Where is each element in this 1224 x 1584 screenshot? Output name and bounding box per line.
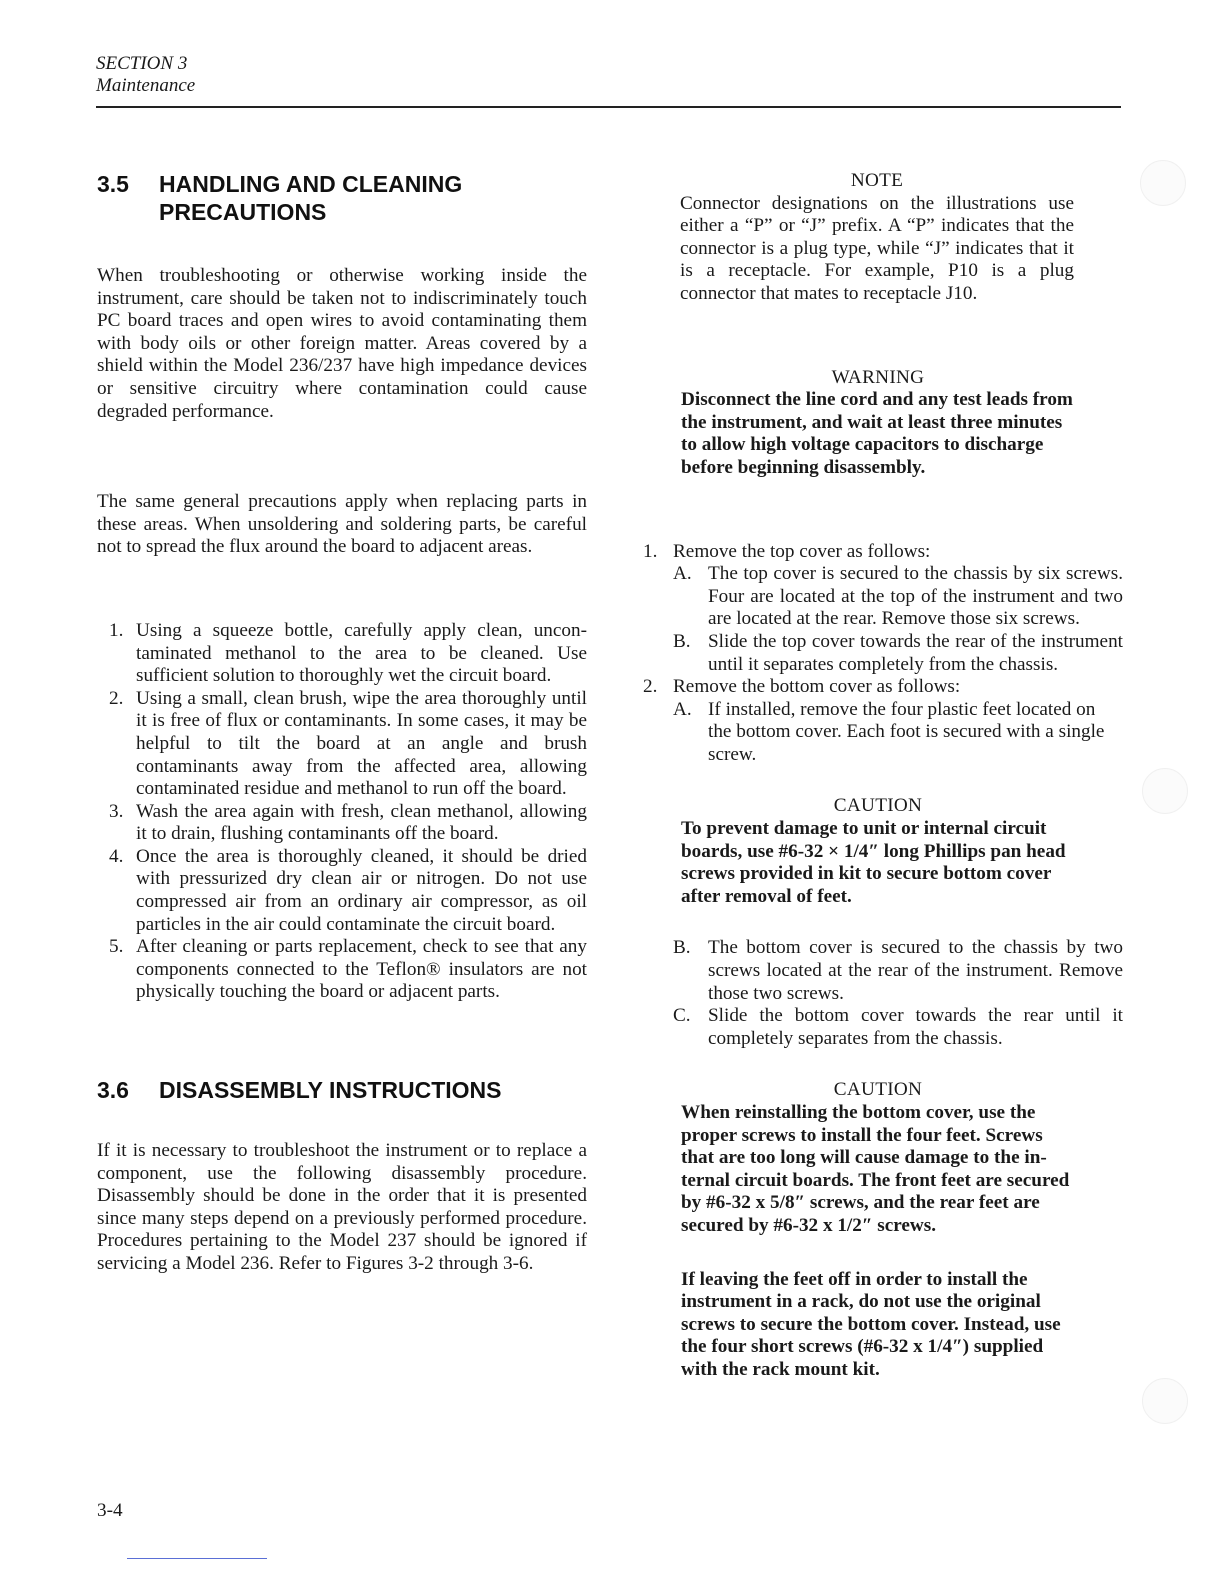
footer-rule xyxy=(127,1558,267,1559)
disassembly-steps-2 xyxy=(643,676,1123,699)
list-item: A. If installed, remove the four plastic feet located on the bottom cover. Each foot is secured with a single screw. xyxy=(673,698,1105,765)
section-title-line: PRECAUTIONS xyxy=(159,199,327,225)
header-section: SECTION 3 xyxy=(96,53,188,74)
note-block xyxy=(643,170,1074,306)
header-rule xyxy=(96,106,1121,108)
caution-block-1 xyxy=(643,795,1075,908)
caution-body-2: If leaving the feet off in order to install the instrument in a rack, do not use the original screws to secure the bottom cover. Instead, use the four short screws (#6-32 x 1/4″) supplied with the rack mount kit. xyxy=(681,1268,1061,1380)
handling-paragraph-1: When troubleshooting or otherwise working inside the instrument, care should be taken not to indiscriminately touch PC board traces and open wires to avoid contaminating them with body oils or other foreign matter. Areas covered by a shield within the Model 236/237 have high impedance devices or sensitive circuitry where contamination could cause degraded performance. xyxy=(97,265,587,422)
disassembly-steps xyxy=(643,541,1123,564)
step-2-substeps xyxy=(643,937,1123,1050)
list-item: A. The top cover is secured to the chassis by six screws. Four are located at the top of the instrument and two are located at the rear. Remove those six screws. xyxy=(673,563,1123,630)
left-column xyxy=(97,170,587,1276)
list-item: 4. Once the area is thoroughly cleaned, it should be dried with pressurized dry clean air or nitrogen. Do not use compressed air from an ordinary air compressor, as oil particles in the air could contaminate the circuit board. xyxy=(109,845,587,935)
note-title: NOTE xyxy=(850,170,904,191)
list-item: B. The bottom cover is secured to the chassis by two screws located at the rear of the instrument. Remove those two screws. xyxy=(673,937,1123,1004)
list-item: 1. Using a squeeze bottle, carefully apply clean, uncontaminated methanol to the area to be cleaned. Use sufficient solution to thoroughly wet the circuit board. xyxy=(109,619,587,687)
warning-block xyxy=(643,367,1075,480)
list-item: 1. Remove the top cover as follows: xyxy=(643,540,931,562)
warning-body: Disconnect the line cord and any test leads from the instrument, and wait at least three minutes to allow high voltage capacitors to discharge before beginning disassembly. xyxy=(681,389,1073,478)
step-2-substep-a xyxy=(643,699,1123,767)
list-item: B. Slide the top cover towards the rear of the instrument until it separates completely from the chassis. xyxy=(673,630,1123,675)
caution-title: CAUTION xyxy=(833,1079,923,1101)
section-3-5-heading xyxy=(97,170,587,226)
caution-title: CAUTION xyxy=(833,795,923,817)
running-header xyxy=(96,53,195,97)
list-item: 2. Using a small, clean brush, wipe the area thoroughly until it is free of flux or contaminants. In some cases, it may be helpful to tilt the board at an angle and brush contaminants away from the affected area, allowing contaminated residue and methanol to run off the board. xyxy=(109,687,587,800)
caution-body: When reinstalling the bottom cover, use the proper screws to install the four feet. Screws that are too long will cause damage to the internal circuit boards. The front feet are secured by #6-32 x 5/8″ screws, and the rear feet are secured by #6-32 x 1/2″ screws. xyxy=(681,1102,1070,1236)
punch-hole-decoration xyxy=(1140,160,1186,206)
list-item: 2. Remove the bottom cover as follows: xyxy=(643,676,961,698)
header-subtitle: Maintenance xyxy=(96,75,196,96)
cleaning-steps xyxy=(97,620,587,1004)
section-3-6-heading xyxy=(97,1076,587,1104)
list-item: 3. Wash the area again with fresh, clean methanol, allowing it to drain, flushing contaminants off the board. xyxy=(109,800,587,845)
list-item: C. Slide the bottom cover towards the rear until it completely separates from the chassis. xyxy=(673,1005,1123,1049)
caution-body: To prevent damage to unit or internal circuit boards, use #6-32 × 1/4″ long Phillips pan head screws provided in kit to secure bottom cover after removal of feet. xyxy=(681,818,1066,907)
step-1-substeps xyxy=(643,563,1123,676)
page-number: 3-4 xyxy=(97,1500,123,1521)
punch-hole-decoration xyxy=(1142,768,1188,814)
section-title xyxy=(159,170,587,226)
list-item: 5. After cleaning or parts replacement, check to see that any components connected to the Teflon® insulators are not physically touching the board or adjacent parts. xyxy=(109,936,587,1003)
caution-block-2 xyxy=(643,1079,1075,1381)
section-title: DISASSEMBLY INSTRUCTIONS xyxy=(159,1077,502,1104)
punch-hole-decoration xyxy=(1142,1378,1188,1424)
section-title-line: HANDLING AND CLEANING xyxy=(159,171,463,197)
section-number: 3.6 xyxy=(97,1077,129,1104)
disassembly-intro: If it is necessary to troubleshoot the instrument or to replace a component, use the following disassembly procedure. Disassembly should be done in the order that it is presented since many steps depend on a previously performed procedure. Procedures pertaining to the Model 237 should be ignored if servicing a Model 236. Refer to Figures 3-2 through 3-6. xyxy=(97,1140,587,1274)
warning-title: WARNING xyxy=(831,366,925,388)
section-number: 3.5 xyxy=(97,171,129,197)
right-column xyxy=(643,170,1123,1382)
note-body: Connector designations on the illustrations use either a “P” or “J” prefix. A “P” indicates that the connector is a plug type, while “J” indicates that it is a receptacle. For example, P10 is a plug connector that mates to receptacle J10. xyxy=(680,192,1074,304)
handling-paragraph-2: The same general precautions apply when replacing parts in these areas. When unsoldering and soldering parts, be careful not to spread the flux around the board to adjacent areas. xyxy=(97,491,587,558)
